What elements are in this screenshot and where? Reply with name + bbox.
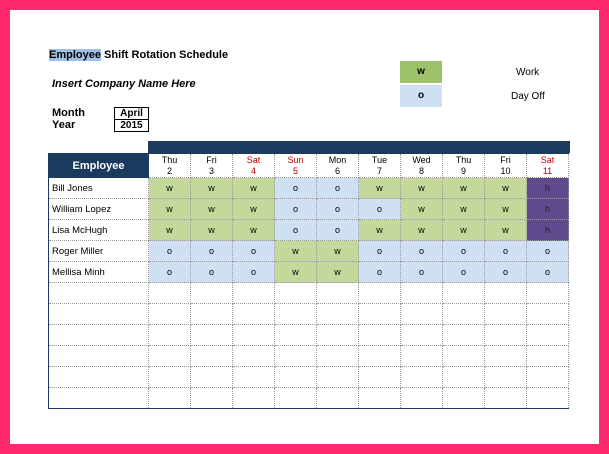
shift-cell[interactable]: [191, 304, 233, 325]
employee-name-cell[interactable]: [49, 367, 149, 388]
shift-cell[interactable]: [275, 388, 317, 409]
shift-cell[interactable]: [443, 388, 485, 409]
shift-cell[interactable]: [275, 304, 317, 325]
shift-cell[interactable]: [527, 325, 569, 346]
shift-cell[interactable]: [149, 325, 191, 346]
day-number: 6: [334, 165, 340, 176]
shift-cell[interactable]: w: [485, 220, 527, 241]
day-header: [149, 154, 191, 178]
shift-cell[interactable]: w: [443, 178, 485, 199]
shift-cell[interactable]: [191, 283, 233, 304]
day-name: Fri: [206, 154, 217, 165]
shift-cell[interactable]: w: [401, 178, 443, 199]
shift-cell[interactable]: o: [443, 262, 485, 283]
shift-cell[interactable]: w: [317, 241, 359, 262]
shift-cell[interactable]: o: [401, 262, 443, 283]
shift-cell[interactable]: [443, 304, 485, 325]
legend-work-label: Work: [516, 67, 540, 78]
shift-cell[interactable]: [359, 388, 401, 409]
company-name[interactable]: Insert Company Name Here: [52, 78, 196, 90]
day-name: Thu: [455, 154, 472, 165]
day-number: 10: [500, 165, 511, 176]
shift-cell[interactable]: w: [275, 241, 317, 262]
shift-cell[interactable]: w: [233, 220, 275, 241]
shift-cell[interactable]: o: [275, 220, 317, 241]
day-number: 9: [460, 165, 466, 176]
shift-cell[interactable]: [401, 283, 443, 304]
shift-cell[interactable]: [233, 346, 275, 367]
shift-cell[interactable]: [485, 304, 527, 325]
day-name: Sun: [287, 154, 304, 165]
table-row: [49, 241, 569, 262]
table-row: [49, 178, 569, 199]
shift-cell[interactable]: w: [443, 220, 485, 241]
day-name: Thu: [161, 154, 178, 165]
shift-cell[interactable]: [275, 367, 317, 388]
shift-cell[interactable]: w: [275, 262, 317, 283]
shift-cell[interactable]: [401, 388, 443, 409]
employee-name-cell[interactable]: Bill Jones: [49, 178, 149, 199]
shift-cell[interactable]: [149, 367, 191, 388]
shift-cell[interactable]: [443, 367, 485, 388]
shift-cell[interactable]: w: [485, 199, 527, 220]
employee-name-cell[interactable]: Mellisa Minh: [49, 262, 149, 283]
shift-cell[interactable]: [149, 346, 191, 367]
employee-column-header: Employee: [49, 154, 149, 178]
shift-cell[interactable]: o: [359, 241, 401, 262]
day-header: [527, 154, 569, 178]
shift-cell[interactable]: [443, 325, 485, 346]
day-name: Wed: [412, 154, 431, 165]
shift-cell[interactable]: [485, 367, 527, 388]
table-row: [49, 220, 569, 241]
shift-cell[interactable]: w: [149, 178, 191, 199]
shift-cell[interactable]: [149, 304, 191, 325]
shift-cell[interactable]: o: [485, 262, 527, 283]
shift-cell[interactable]: [233, 325, 275, 346]
shift-cell[interactable]: w: [317, 262, 359, 283]
spreadsheet-sheet: [10, 10, 599, 444]
shift-cell[interactable]: w: [401, 199, 443, 220]
shift-cell[interactable]: [317, 283, 359, 304]
shift-cell[interactable]: [275, 283, 317, 304]
shift-cell[interactable]: w: [149, 199, 191, 220]
day-header: [233, 154, 275, 178]
shift-cell[interactable]: h: [527, 199, 569, 220]
shift-cell[interactable]: o: [149, 262, 191, 283]
shift-cell[interactable]: w: [149, 220, 191, 241]
shift-cell[interactable]: o: [527, 241, 569, 262]
shift-cell[interactable]: [485, 325, 527, 346]
shift-cell[interactable]: [233, 388, 275, 409]
shift-cell[interactable]: [401, 346, 443, 367]
table-row: [49, 388, 569, 409]
legend-dayoff-label: Day Off: [511, 91, 545, 102]
shift-cell[interactable]: w: [233, 178, 275, 199]
shift-cell[interactable]: [485, 388, 527, 409]
shift-cell[interactable]: w: [401, 220, 443, 241]
shift-cell[interactable]: o: [485, 241, 527, 262]
table-row: [49, 262, 569, 283]
shift-cell[interactable]: w: [359, 220, 401, 241]
day-header: [443, 154, 485, 178]
shift-cell[interactable]: o: [191, 241, 233, 262]
shift-cell[interactable]: o: [149, 241, 191, 262]
shift-cell[interactable]: o: [401, 241, 443, 262]
shift-cell[interactable]: o: [317, 199, 359, 220]
shift-cell[interactable]: [485, 346, 527, 367]
shift-cell[interactable]: [233, 367, 275, 388]
shift-cell[interactable]: o: [275, 178, 317, 199]
shift-cell[interactable]: [359, 304, 401, 325]
shift-cell[interactable]: [443, 346, 485, 367]
shift-cell[interactable]: w: [443, 199, 485, 220]
day-name: Tue: [371, 154, 388, 165]
shift-cell[interactable]: [359, 346, 401, 367]
day-number: 7: [376, 165, 382, 176]
day-header: [275, 154, 317, 178]
shift-cell[interactable]: [191, 325, 233, 346]
shift-cell[interactable]: w: [191, 220, 233, 241]
header-bar: [148, 141, 570, 153]
day-name: Sat: [540, 154, 555, 165]
shift-cell[interactable]: [317, 367, 359, 388]
table-row: [49, 367, 569, 388]
shift-cell[interactable]: [443, 283, 485, 304]
day-header: [401, 154, 443, 178]
day-name: Fri: [500, 154, 511, 165]
shift-cell[interactable]: [359, 325, 401, 346]
shift-cell[interactable]: h: [527, 178, 569, 199]
title-highlight: Employee: [49, 49, 101, 61]
shift-cell[interactable]: [359, 367, 401, 388]
year-label: Year: [52, 119, 76, 131]
shift-cell[interactable]: [191, 346, 233, 367]
year-value[interactable]: 2015: [114, 119, 149, 132]
shift-cell[interactable]: o: [317, 178, 359, 199]
day-number: 3: [208, 165, 214, 176]
day-header: [191, 154, 233, 178]
day-number: 8: [418, 165, 424, 176]
shift-cell[interactable]: w: [485, 178, 527, 199]
employee-name-cell[interactable]: [49, 304, 149, 325]
shift-cell[interactable]: o: [191, 262, 233, 283]
shift-cell[interactable]: [275, 325, 317, 346]
shift-cell[interactable]: [317, 304, 359, 325]
shift-cell[interactable]: [527, 346, 569, 367]
day-name: Mon: [328, 154, 347, 165]
shift-cell[interactable]: o: [359, 262, 401, 283]
shift-cell[interactable]: w: [233, 199, 275, 220]
employee-name-cell[interactable]: [49, 346, 149, 367]
shift-cell[interactable]: [527, 283, 569, 304]
table-row: [49, 199, 569, 220]
shift-cell[interactable]: o: [317, 220, 359, 241]
shift-cell[interactable]: [527, 388, 569, 409]
shift-cell[interactable]: [149, 283, 191, 304]
month-label: Month: [52, 107, 85, 119]
day-number: 4: [250, 165, 256, 176]
shift-cell[interactable]: [191, 388, 233, 409]
shift-cell[interactable]: h: [527, 220, 569, 241]
schedule-table: [48, 153, 569, 409]
shift-cell[interactable]: [317, 346, 359, 367]
day-header: [359, 154, 401, 178]
table-row: [49, 304, 569, 325]
shift-cell[interactable]: [233, 283, 275, 304]
shift-cell[interactable]: [527, 367, 569, 388]
shift-cell[interactable]: o: [527, 262, 569, 283]
shift-cell[interactable]: [191, 367, 233, 388]
shift-cell[interactable]: o: [275, 199, 317, 220]
shift-cell[interactable]: o: [359, 199, 401, 220]
shift-cell[interactable]: o: [233, 241, 275, 262]
shift-cell[interactable]: w: [191, 199, 233, 220]
employee-name-cell[interactable]: Lisa McHugh: [49, 220, 149, 241]
employee-name-cell[interactable]: [49, 283, 149, 304]
shift-cell[interactable]: w: [191, 178, 233, 199]
legend-work-swatch: w: [400, 61, 442, 83]
title-rest: Shift Rotation Schedule: [100, 49, 229, 61]
day-header: [317, 154, 359, 178]
shift-cell[interactable]: [485, 283, 527, 304]
shift-cell[interactable]: o: [233, 262, 275, 283]
day-number: 11: [542, 165, 553, 176]
shift-cell[interactable]: [401, 325, 443, 346]
shift-cell[interactable]: [359, 283, 401, 304]
month-value[interactable]: April: [114, 107, 149, 120]
table-row: [49, 283, 569, 304]
table-row: [49, 325, 569, 346]
day-header: [485, 154, 527, 178]
legend-dayoff-swatch: o: [400, 85, 442, 107]
employee-name-cell[interactable]: [49, 325, 149, 346]
day-number: 2: [166, 165, 172, 176]
shift-cell[interactable]: [317, 325, 359, 346]
page-title: [49, 49, 228, 61]
employee-name-cell[interactable]: William Lopez: [49, 199, 149, 220]
shift-cell[interactable]: [233, 304, 275, 325]
day-number: 5: [292, 165, 298, 176]
shift-cell[interactable]: [317, 388, 359, 409]
shift-cell[interactable]: o: [443, 241, 485, 262]
shift-cell[interactable]: w: [359, 178, 401, 199]
shift-cell[interactable]: [401, 304, 443, 325]
shift-cell[interactable]: [149, 388, 191, 409]
shift-cell[interactable]: [275, 346, 317, 367]
employee-name-cell[interactable]: [49, 388, 149, 409]
table-row: [49, 346, 569, 367]
day-name: Sat: [246, 154, 261, 165]
employee-name-cell[interactable]: Roger Miller: [49, 241, 149, 262]
shift-cell[interactable]: [527, 304, 569, 325]
shift-cell[interactable]: [401, 367, 443, 388]
